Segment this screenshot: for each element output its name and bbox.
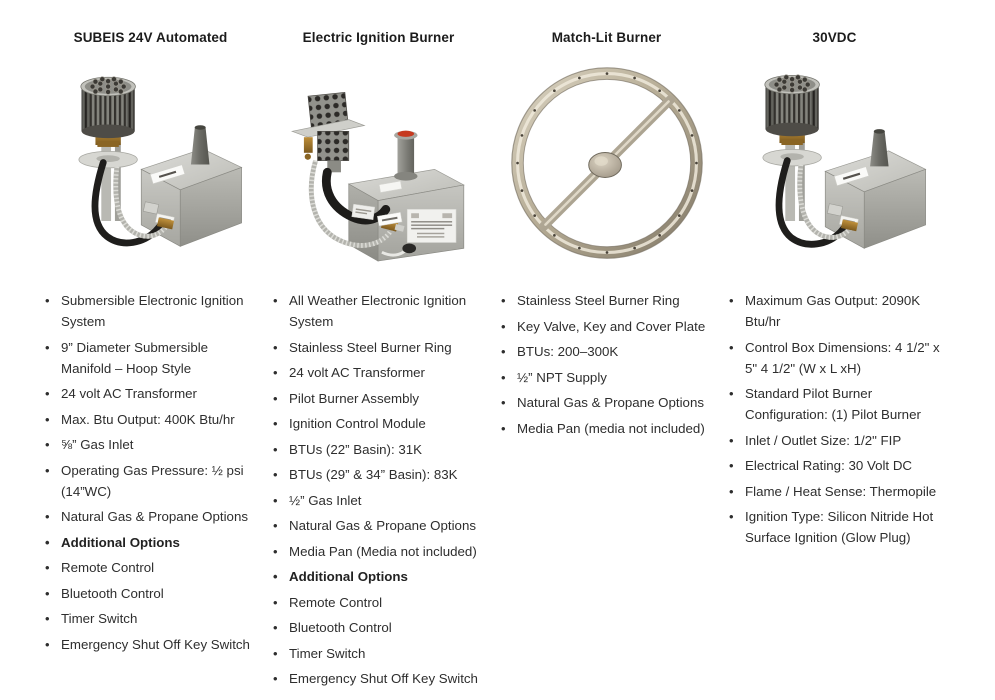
electric-ignition-burner-photo — [286, 67, 471, 262]
feature-item: • Remote Control — [270, 592, 487, 613]
feature-item: • Remote Control — [42, 557, 259, 578]
feature-item: • ⅝” Gas Inlet — [42, 434, 259, 455]
feature-item: • Maximum Gas Output: 2090K Btu/hr — [726, 290, 943, 332]
subeis-24v-burner-photo — [58, 69, 243, 259]
feature-item-additional-options: • Additional Options — [42, 532, 259, 553]
feature-item: • 24 volt AC Transformer — [270, 362, 487, 383]
feature-item: • Submersible Electronic Ignition System — [42, 290, 259, 332]
product-title: SUBEIS 24V Automated — [73, 30, 228, 45]
feature-item: • Media Pan (media not included) — [498, 418, 715, 439]
feature-item: • Timer Switch — [270, 643, 487, 664]
burner-ring-photo — [506, 63, 708, 265]
product-image-match-lit — [498, 64, 715, 264]
feature-item: • Stainless Steel Burner Ring — [498, 290, 715, 311]
feature-item: • Operating Gas Pressure: ½ psi (14”WC) — [42, 460, 259, 502]
feature-item: • Natural Gas & Propane Options — [42, 506, 259, 527]
30vdc-burner-photo — [742, 69, 927, 259]
product-column-electric-ignition — [270, 30, 487, 694]
feature-item: • Standard Pilot Burner Configuration: (1) Pilot Burner — [726, 383, 943, 425]
feature-item: • ½” NPT Supply — [498, 367, 715, 388]
feature-item: • Inlet / Outlet Size: 1/2" FIP — [726, 430, 943, 451]
feature-item: • 9” Diameter Submersible Manifold – Hoop Style — [42, 337, 259, 379]
product-column-30vdc — [726, 30, 943, 694]
feature-item: • Emergency Shut Off Key Switch — [42, 634, 259, 655]
feature-item: • All Weather Electronic Ignition System — [270, 290, 487, 332]
feature-item: • Control Box Dimensions: 4 1/2" x 5" 4 1/2" (W x L xH) — [726, 337, 943, 379]
product-image-subeis-24v — [42, 64, 259, 264]
feature-list — [498, 290, 715, 443]
feature-item: • Ignition Control Module — [270, 413, 487, 434]
feature-item: • 24 volt AC Transformer — [42, 383, 259, 404]
product-title: 30VDC — [812, 30, 857, 45]
feature-item: • Bluetooth Control — [270, 617, 487, 638]
product-title: Match-Lit Burner — [551, 30, 662, 45]
feature-item: • ½” Gas Inlet — [270, 490, 487, 511]
feature-item: • Natural Gas & Propane Options — [498, 392, 715, 413]
feature-item: • Max. Btu Output: 400K Btu/hr — [42, 409, 259, 430]
product-column-subeis-24v — [42, 30, 259, 694]
feature-item: • BTUs (22” Basin): 31K — [270, 439, 487, 460]
feature-item: • Timer Switch — [42, 608, 259, 629]
product-column-match-lit — [498, 30, 715, 694]
feature-item: • BTUs (29” & 34” Basin): 83K — [270, 464, 487, 485]
product-image-electric-ignition — [270, 64, 487, 264]
feature-item: • Electrical Rating: 30 Volt DC — [726, 455, 943, 476]
feature-item: • Key Valve, Key and Cover Plate — [498, 316, 715, 337]
product-title: Electric Ignition Burner — [302, 30, 455, 45]
feature-item: • Stainless Steel Burner Ring — [270, 337, 487, 358]
feature-item: • Ignition Type: Silicon Nitride Hot Surface Ignition (Glow Plug) — [726, 506, 943, 548]
feature-list — [726, 290, 943, 553]
feature-item: • Bluetooth Control — [42, 583, 259, 604]
feature-list — [42, 290, 259, 659]
feature-item: • Natural Gas & Propane Options — [270, 515, 487, 536]
feature-item: • Flame / Heat Sense: Thermopile — [726, 481, 943, 502]
feature-item: • BTUs: 200–300K — [498, 341, 715, 362]
feature-list — [270, 290, 487, 694]
product-image-30vdc — [726, 64, 943, 264]
feature-item: • Media Pan (Media not included) — [270, 541, 487, 562]
feature-item-additional-options: • Additional Options — [270, 566, 487, 587]
feature-item: • Pilot Burner Assembly — [270, 388, 487, 409]
feature-item: • Emergency Shut Off Key Switch — [270, 668, 487, 689]
